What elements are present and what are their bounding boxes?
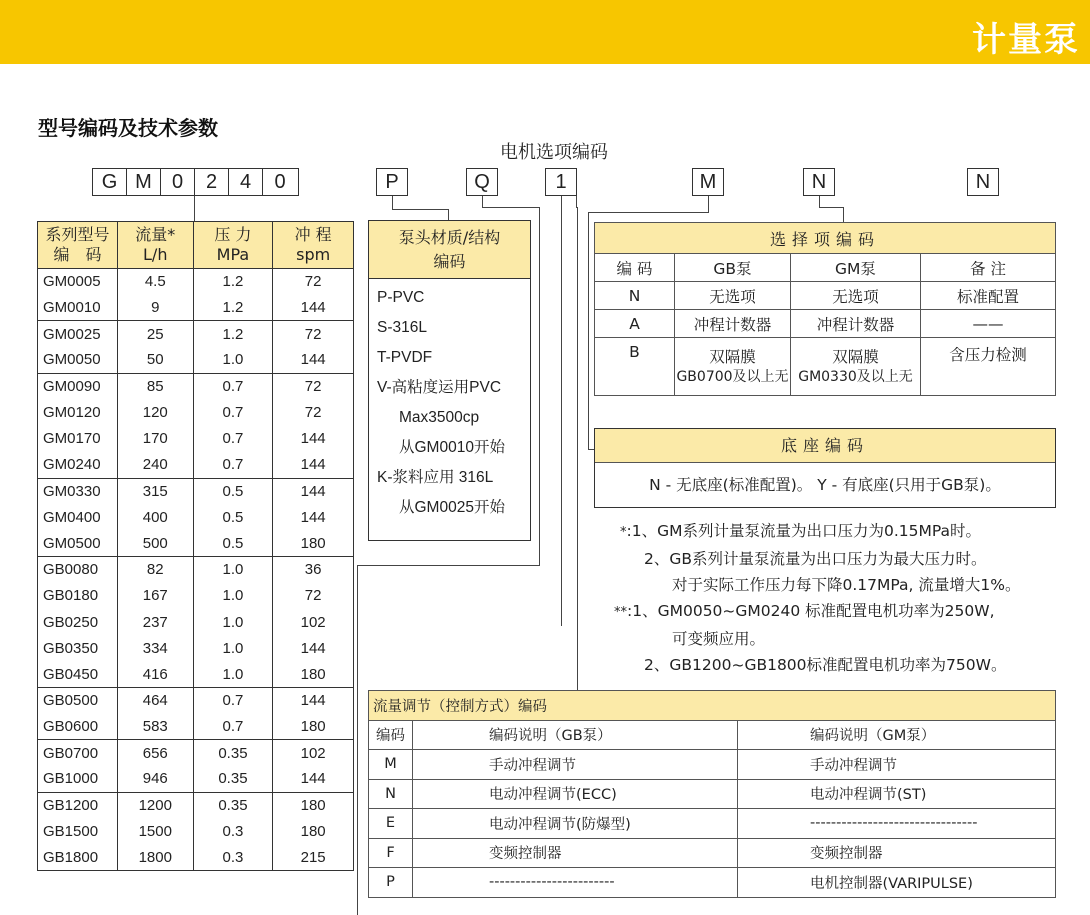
series-cell: 1.0 [193, 635, 273, 661]
flow-cell: M [369, 750, 413, 780]
connector-line [588, 212, 589, 450]
series-cell: 102 [273, 609, 354, 635]
series-header-stroke: 冲 程 spm [273, 222, 354, 269]
series-cell: 1200 [117, 792, 193, 818]
series-cell: 144 [273, 347, 354, 373]
options-row [595, 338, 1056, 396]
model-code-char: 0 [274, 170, 286, 193]
series-cell: 0.7 [193, 426, 273, 452]
material-code-char: P [385, 170, 399, 193]
series-cell: GM0005 [43, 273, 101, 291]
series-row [38, 688, 354, 714]
material-item: S-316L [377, 319, 427, 336]
options-cell: 含压力检测 [921, 338, 1056, 396]
series-cell: 0.5 [193, 478, 273, 504]
series-cell: 180 [273, 530, 354, 556]
flow-cell: 手动冲程调节 [738, 750, 1056, 780]
series-cell: 72 [273, 583, 354, 609]
material-item: V-高粘度运用PVC [377, 379, 502, 396]
series-cell: GM0050 [43, 351, 101, 369]
material-item: K-浆料应用 316L [377, 469, 494, 486]
material-header: 泵头材质/结构 编码 [369, 221, 530, 279]
series-cell: 144 [273, 478, 354, 504]
note-line: 2、GB1200~GB1800标准配置电机功率为750W。 [644, 656, 1007, 674]
flow-header: 流量调节（控制方式）编码 [369, 691, 1056, 721]
flow-cell: 电动冲程调节(ECC) [413, 779, 738, 809]
series-table [37, 221, 354, 871]
flow-row [369, 809, 1056, 839]
series-cell: 180 [273, 714, 354, 740]
series-cell: GM0025 [38, 321, 118, 347]
series-cell: 85 [117, 373, 193, 399]
flow-col-code: 编码 [369, 720, 413, 750]
series-cell: 334 [117, 635, 193, 661]
flow-row [369, 868, 1056, 898]
model-code-char: G [93, 169, 127, 195]
series-cell: 144 [273, 766, 354, 792]
series-cell: 1500 [117, 818, 193, 844]
series-cell: GM0120 [43, 404, 101, 422]
series-cell: 144 [273, 635, 354, 661]
series-cell: GB1000 [43, 770, 99, 788]
series-cell: 0.7 [193, 452, 273, 478]
note-line: *:1、GM系列计量泵流量为出口压力为0.15MPa时。 [620, 522, 982, 540]
series-cell: 0.3 [193, 845, 273, 871]
series-cell: GM0400 [43, 508, 101, 526]
base-code-box [692, 168, 724, 196]
series-row [38, 347, 354, 373]
series-row [38, 740, 354, 766]
series-cell: 1800 [117, 845, 193, 871]
series-cell: GB0500 [38, 688, 118, 714]
option-code-char: N [811, 170, 827, 193]
series-row [38, 583, 354, 609]
series-row [38, 269, 354, 295]
base-code-char: M [699, 170, 717, 193]
series-cell: 1.0 [193, 347, 273, 373]
series-cell: 82 [117, 557, 193, 583]
series-cell: 0.35 [193, 766, 273, 792]
flow-row [369, 750, 1056, 780]
series-cell: 36 [273, 557, 354, 583]
series-row [38, 504, 354, 530]
flow-cell: N [369, 779, 413, 809]
series-header-pressure: 压 力 MPa [193, 222, 273, 269]
series-row [38, 295, 354, 321]
series-cell: GM0010 [43, 299, 101, 317]
options-row [595, 310, 1056, 338]
series-cell: GB0180 [43, 587, 99, 605]
material-item: T-PVDF [377, 349, 433, 366]
series-cell: GB0450 [43, 665, 99, 683]
note-line: **:1、GM0050~GM0240 标准配置电机功率为250W, [614, 602, 995, 620]
series-cell: 0.35 [193, 792, 273, 818]
connector-line [843, 207, 844, 222]
notes [614, 518, 1021, 678]
connector-line [392, 196, 393, 210]
model-code-char: 4 [229, 169, 263, 195]
note-line: 可变频应用。 [672, 630, 766, 648]
flow-cell: 电动冲程调节(防爆型) [413, 809, 738, 839]
series-cell: 1.2 [193, 269, 273, 295]
flow-code-char: Q [474, 170, 490, 193]
options-cell: N [595, 282, 675, 310]
series-cell: 180 [273, 818, 354, 844]
base-header: 底座编码 [595, 429, 1055, 463]
flow-cell: 变频控制器 [738, 838, 1056, 868]
base-text: N - 无底座(标准配置)。 Y - 有底座(只用于GB泵)。 [649, 476, 1001, 494]
series-cell: GB1800 [43, 848, 99, 866]
series-row [38, 321, 354, 347]
connector-line [539, 207, 540, 565]
series-cell: 170 [117, 426, 193, 452]
series-cell: 583 [117, 714, 193, 740]
series-cell: 144 [273, 295, 354, 321]
series-row [38, 452, 354, 478]
series-cell: 1.0 [193, 661, 273, 687]
series-cell: 72 [273, 373, 354, 399]
series-cell: 1.2 [193, 295, 273, 321]
flow-row [369, 779, 1056, 809]
series-row [38, 714, 354, 740]
motor-code-box [545, 168, 577, 196]
options-col-gm: GM泵 [791, 254, 921, 282]
options-cell: B [595, 338, 675, 396]
series-cell: 656 [117, 740, 193, 766]
series-cell: GB0080 [38, 557, 118, 583]
series-row [38, 426, 354, 452]
note-line: 2、GB系列计量泵流量为出口压力为最大压力时。 [644, 550, 987, 568]
option-code-box [803, 168, 835, 196]
series-cell: GB0700 [38, 740, 118, 766]
series-cell: 167 [117, 583, 193, 609]
motor-code-char: 1 [555, 170, 567, 193]
series-cell: 50 [117, 347, 193, 373]
series-cell: 0.7 [193, 399, 273, 425]
series-cell: 1.0 [193, 557, 273, 583]
header-bar [0, 0, 1090, 64]
series-row [38, 766, 354, 792]
series-cell: 120 [117, 399, 193, 425]
flow-code-box [466, 168, 498, 196]
options-cell: 无选项 [791, 282, 921, 310]
series-row [38, 609, 354, 635]
series-cell: 4.5 [117, 269, 193, 295]
series-cell: GB0350 [43, 639, 99, 657]
flow-cell: 电动冲程调节(ST) [738, 779, 1056, 809]
model-code-char: 0 [161, 169, 195, 195]
series-cell: 0.7 [193, 714, 273, 740]
series-cell: 215 [273, 845, 354, 871]
connector-line [561, 196, 562, 626]
series-cell: 102 [273, 740, 354, 766]
series-cell: 400 [117, 504, 193, 530]
series-cell: 180 [273, 792, 354, 818]
series-cell: GM0330 [38, 478, 118, 504]
series-cell: 144 [273, 688, 354, 714]
series-cell: GM0170 [43, 430, 101, 448]
series-cell: 946 [117, 766, 193, 792]
connector-line [357, 565, 358, 915]
series-cell: 1.0 [193, 609, 273, 635]
series-cell: GB1200 [38, 792, 118, 818]
options-cell: 冲程计数器 [675, 310, 791, 338]
material-item: Max3500cp [399, 409, 480, 426]
series-cell: GM0240 [43, 456, 101, 474]
series-row [38, 557, 354, 583]
series-cell: 0.35 [193, 740, 273, 766]
material-code-box [376, 168, 408, 196]
options-cell: 无选项 [675, 282, 791, 310]
flow-col-gb: 编码说明（GB泵） [413, 720, 738, 750]
flow-row [369, 838, 1056, 868]
connector-line [194, 196, 195, 222]
connector-line [357, 565, 540, 566]
material-item: 从GM0010开始 [399, 439, 505, 456]
options-cell: —— [921, 310, 1056, 338]
series-cell: GB0600 [43, 718, 99, 736]
series-header-model: 系列型号 编 码 [38, 222, 118, 269]
series-cell: 72 [273, 399, 354, 425]
connector-line [819, 207, 844, 208]
material-item: P-PVC [377, 289, 425, 306]
motor-option-label: 电机选项编码 [500, 142, 608, 163]
options-cell: 双隔膜 GB0700及以上无 [675, 338, 791, 396]
series-cell: 240 [117, 452, 193, 478]
series-cell: GB1500 [43, 823, 99, 841]
options-cell: 双隔膜 GM0330及以上无 [791, 338, 921, 396]
options-header: 选择项编码 [595, 223, 1056, 254]
flow-cell: F [369, 838, 413, 868]
section-title: 型号编码及技术参数 [38, 116, 218, 140]
series-row [38, 399, 354, 425]
series-cell: 144 [273, 504, 354, 530]
series-row [38, 661, 354, 687]
extra-code-box [967, 168, 999, 196]
base-box [594, 428, 1056, 508]
series-cell: 0.3 [193, 818, 273, 844]
series-cell: 0.5 [193, 504, 273, 530]
note-line: 对于实际工作压力每下降0.17MPa, 流量增大1%。 [672, 576, 1021, 594]
series-cell: 72 [273, 321, 354, 347]
series-cell: 72 [273, 269, 354, 295]
series-cell: 144 [273, 426, 354, 452]
options-cell: A [595, 310, 675, 338]
options-col-gb: GB泵 [675, 254, 791, 282]
series-cell: 416 [117, 661, 193, 687]
series-cell: GB0250 [43, 613, 99, 631]
series-cell: 0.5 [193, 530, 273, 556]
flow-cell: P [369, 868, 413, 898]
material-item: 从GM0025开始 [399, 499, 505, 516]
model-code-char: 2 [195, 169, 229, 195]
connector-line [588, 212, 709, 213]
series-row [38, 478, 354, 504]
series-cell: 25 [117, 321, 193, 347]
series-row [38, 845, 354, 871]
flow-cell: 变频控制器 [413, 838, 738, 868]
model-code-box [92, 168, 299, 196]
material-box [368, 220, 531, 541]
series-cell: 1.2 [193, 321, 273, 347]
options-cell: 标准配置 [921, 282, 1056, 310]
series-cell: 144 [273, 452, 354, 478]
series-cell: 237 [117, 609, 193, 635]
connector-line [392, 209, 449, 210]
series-row [38, 792, 354, 818]
series-cell: 0.7 [193, 688, 273, 714]
series-cell: 9 [117, 295, 193, 321]
series-cell: 500 [117, 530, 193, 556]
options-col-code: 编 码 [595, 254, 675, 282]
series-cell: 315 [117, 478, 193, 504]
series-row [38, 635, 354, 661]
flow-cell: -------------------------------- [738, 809, 1056, 839]
flow-table [368, 690, 1056, 898]
flow-cell: ------------------------ [413, 868, 738, 898]
flow-cell: E [369, 809, 413, 839]
series-row [38, 373, 354, 399]
extra-code-char: N [975, 170, 991, 193]
connector-line [482, 207, 540, 208]
series-cell: 0.7 [193, 373, 273, 399]
options-row [595, 282, 1056, 310]
series-header-flow: 流量* L/h [117, 222, 193, 269]
flow-cell: 电机控制器(VARIPULSE) [738, 868, 1056, 898]
series-cell: GM0500 [43, 534, 101, 552]
page-title: 计量泵 [972, 20, 1080, 60]
connector-line [708, 196, 709, 213]
options-cell: 冲程计数器 [791, 310, 921, 338]
options-col-note: 备 注 [921, 254, 1056, 282]
model-code-char: M [127, 169, 161, 195]
flow-cell: 手动冲程调节 [413, 750, 738, 780]
series-cell: GM0090 [38, 373, 118, 399]
series-row [38, 530, 354, 556]
series-cell: 180 [273, 661, 354, 687]
connector-line [577, 207, 578, 690]
series-cell: 1.0 [193, 583, 273, 609]
series-cell: 464 [117, 688, 193, 714]
series-row [38, 818, 354, 844]
options-table [594, 222, 1056, 396]
flow-col-gm: 编码说明（GM泵） [738, 720, 1056, 750]
